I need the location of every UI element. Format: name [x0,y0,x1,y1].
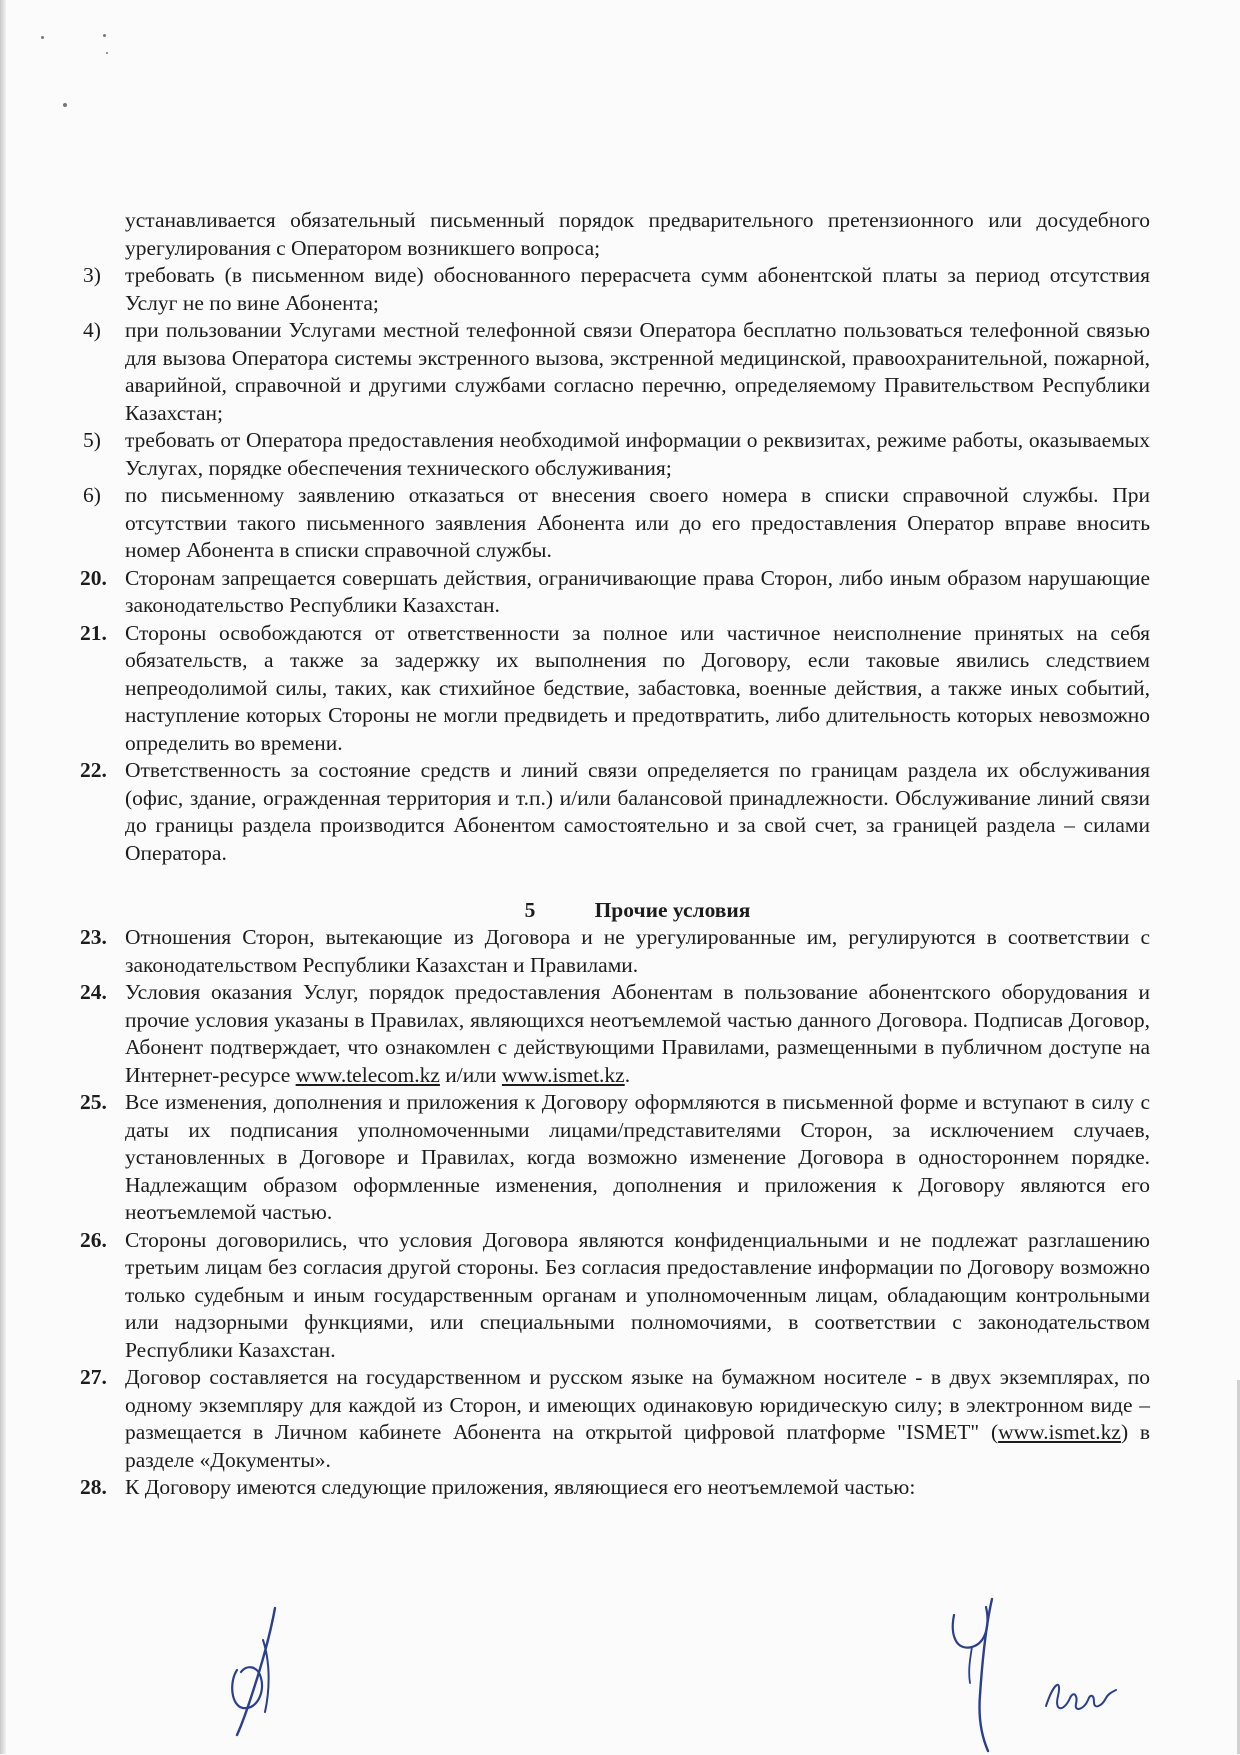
list-item-number: 4) [83,318,101,342]
clause-text: Договор составляется на государственном и русском языке на бумажном носителе - в двух экземплярах, по одному экземпляру для каждой из Сторон, и имеющих одинаковую юридическую силу; в электронном виде – размещается в Личном кабинете Абонента на открытой цифровой платформе "ISMET" ( [125,1365,1150,1444]
clause-20 [80,565,1150,620]
section-title: Прочие условия [594,898,751,922]
list-item-text: требовать (в письменном виде) обоснованного перерасчета сумм абонентской платы за период отсутствия Услуг не по вине Абонента; [125,263,1150,315]
clause-text: Ответственность за состояние средств и линий связи определяется по границам раздела их обслуживания (офис, здание, огражденная территория и т.п.) и/или балансовой принадлежности. Обслуживание линий связи до границы раздела производится Абонентом самостоятельно и за свой счет, за границей раздела – силами Оператора. [125,758,1150,865]
clause-24 [80,979,1150,1089]
list-item [80,262,1150,317]
clause-text: Отношения Сторон, вытекающие из Договора и не урегулированные им, регулируются в соответствии с законодательством Республики Казахстан и Правилами. [125,925,1150,977]
list-item-text: по письменному заявлению отказаться от внесения своего номера в списки справочной службы. При отсутствии такого письменного заявления Абонента или до его предоставления Оператор вправе вносить номер Абонента в списки справочной службы. [125,483,1150,562]
scan-speck [63,103,67,107]
clause-number: 20. [80,565,107,590]
clause-text: Стороны освобождаются от ответственности за полное или частичное неисполнение принятых на себя обязательств, а также за задержку их выполнения по Договору, если таковые явились следствием непреодолимой силы, таких, как стихийное бедствие, забастовка, военные действия, а также иных событий, наступление которых Стороны не могли предвидеть и предотвратить, либо длительность которых невозможно определить во времени. [125,620,1150,755]
clause-number: 26. [80,1227,107,1252]
section-number: 5 [524,898,536,922]
clause-25 [80,1089,1150,1227]
list-item [80,427,1150,482]
ismet-link[interactable]: www.ismet.kz [998,1420,1121,1444]
scan-speck [103,34,106,37]
clause-number: 23. [80,925,107,949]
clause-text: . [624,1062,631,1087]
clause-number: 22. [80,758,107,782]
clause-text: Все изменения, дополнения и приложения к Договору оформляются в письменной форме и вступают в силу с даты их подписания уполномоченными лицами/представителями Сторон, за исключением случаев, установленных в Договоре и Правилах, когда возможно изменение Договора в одностороннем порядке. Надлежащим образом оформленные изменения, дополнения и приложения к Договору являются его неотъемлемой частью. [125,1090,1150,1224]
list-item-text: требовать от Оператора предоставления необходимой информации о реквизитах, режиме работы, оказываемых Услугах, порядке обеспечения технического обслуживания; [125,428,1150,480]
clause-text: Стороны договорились, что условия Договора являются конфиденциальными и не подлежат разглашению третьим лицам без согласия другой стороны. Без согласия предоставление информации по Договору возможно только судебным и иным государственным органам и уполномоченным лицам, обладающим контрольными или надзорными функциями, или специальными полномочиями, в соответствии с законодательством Республики Казахстан. [125,1227,1150,1362]
list-item-number: 6) [83,483,101,507]
list-item-number: 5) [83,428,101,452]
signature-initial-right [946,1595,1016,1755]
list-item [80,317,1150,427]
telecom-link[interactable]: www.telecom.kz [295,1062,440,1087]
signature-initial-left [225,1600,295,1740]
clause-number: 24. [80,980,107,1004]
clause-text: и/или [439,1062,502,1087]
scan-shadow-left [0,0,6,1754]
clause-text: К Договору имеются следующие приложения, являющиеся его неотъемлемой частью: [125,1475,916,1499]
signature-scribble [1040,1672,1120,1722]
clause-26 [80,1227,1150,1365]
ismet-link[interactable]: www.ismet.kz [501,1062,625,1087]
scan-speck [41,36,44,39]
clause-23 [80,924,1150,979]
clause-text: ) в разделе «Документы». [125,1420,1151,1472]
clause-number: 27. [80,1365,107,1389]
list-item-number: 3) [83,263,101,287]
clause-number: 25. [80,1090,107,1114]
scan-speck [106,52,108,54]
clause-22 [80,757,1150,867]
list-item [80,482,1150,565]
section-heading [80,898,1150,923]
clause-number: 21. [80,620,107,645]
clause-28 [80,1474,1150,1502]
clause-text: Условия оказания Услуг, порядок предоставления Абонентам в пользование абонентского оборудования и прочие условия указаны в Правилах, являющихся неотъемлемой частью данного Договора. Подписав Договор, Абонент подтверждает, что ознакомлен с действующими Правилами, размещенными в публичном доступе на Интернет-ресурсе [125,980,1150,1087]
clause-text: Сторонам запрещается совершать действия, ограничивающие права Сторон, либо иным образом нарушающие законодательство Республики Казахстан. [125,565,1150,617]
document-body [80,207,1150,1502]
clause-number: 28. [80,1475,107,1499]
list-item-text: при пользовании Услугами местной телефонной связи Оператора бесплатно пользоваться телефонной связью для вызова Оператора системы экстренного вызова, экстренной медицинской, правоохранительной, пожарной, аварийной, справочной и другими службами согласно перечню, определяемому Правительством Республики Казахстан; [125,318,1150,425]
clause-21 [80,620,1150,758]
clause-27 [80,1364,1150,1474]
intro-continuation: устанавливается обязательный письменный порядок предварительного претензионного или досудебного урегулирования с Оператором возникшего вопроса; [125,208,1150,260]
